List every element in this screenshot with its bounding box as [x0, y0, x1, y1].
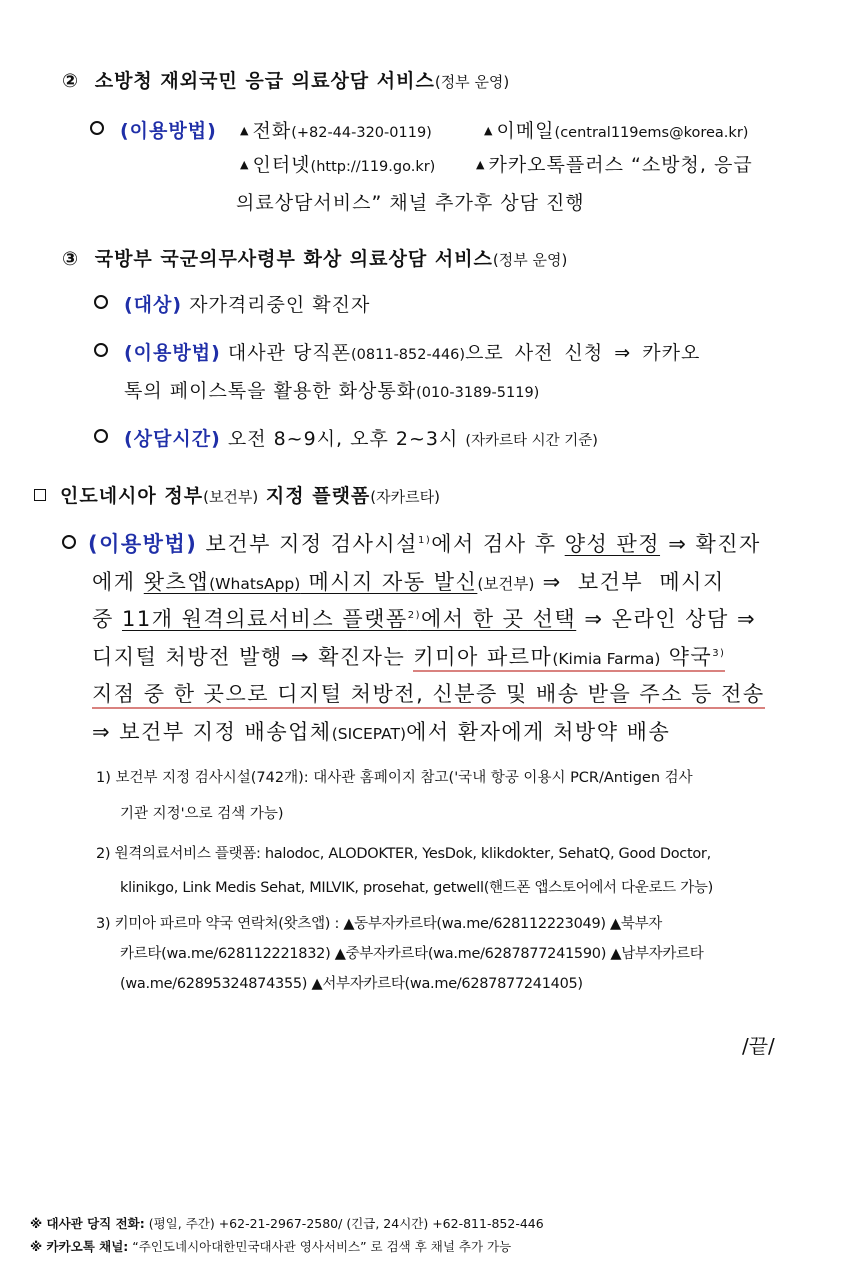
footnote-1: 1) 보건부 지정 검사시설(742개): 대사관 홈페이지 참고('국내 항공 이용시 PCR/Antigen 검사	[96, 770, 693, 786]
footnote-3-cont2: (wa.me/62895324874355) ▲서부자카르타(wa.me/6287877241405)	[120, 976, 583, 992]
section-2-paren: (정부 운영)	[434, 73, 510, 91]
section-3-number: ③	[62, 248, 80, 270]
indonesia-line-1: (이용방법) 보건부 지정 검사시설$^{1)}$에서 검사 후 양성 판정 ⇒ 확진자	[62, 528, 761, 558]
square-bullet-icon	[34, 489, 46, 501]
indonesia-heading: 인도네시아 정부(보건부) 지정 플랫폼(자카르타)	[34, 481, 440, 508]
section-3-hours: (상담시간) 오전 8~9시, 오후 2~3시 (자카르타 시간 기준)	[94, 424, 598, 451]
section-2-internet: ▲ 인터넷(http://119.go.kr)	[240, 154, 436, 176]
indonesia-line-2: 에게 왓츠앱(WhatsApp) 메시지 자동 발신(보건부) ⇒ 보건부 메시지	[92, 570, 725, 594]
section-2-title: 소방청 재외국민 응급 의료상담 서비스	[94, 70, 435, 92]
section-3-heading	[62, 244, 567, 271]
hollow-bullet-icon	[94, 343, 108, 357]
section-3-paren: (정부 운영)	[492, 251, 568, 269]
section-3-method-cont: 톡의 페이스톡을 활용한 화상통화(010-3189-5119)	[124, 380, 540, 402]
footnote-1-cont: 기관 지정'으로 검색 가능)	[120, 806, 284, 822]
hollow-bullet-icon	[94, 429, 108, 443]
triangle-bullet-icon: ▲	[476, 158, 486, 171]
footer-kakao-channel: ※ 카카오톡 채널: “주인도네시아대한민국대사관 영사서비스” 로 검색 후 채널 추가 가능	[30, 1239, 512, 1254]
method-label: (이용방법)	[120, 120, 217, 142]
section-2-kakao: ▲ 카카오톡플러스 “소방청, 응급	[476, 154, 753, 176]
end-mark: /끝/	[742, 1034, 775, 1058]
footnote-2: 2) 원격의료서비스 플랫폼: halodoc, ALODOKTER, YesDok, klikdokter, SehatQ, Good Doctor,	[96, 846, 711, 862]
section-2-kakao-cont: 의료상담서비스” 채널 추가후 상담 진행	[236, 192, 585, 214]
section-2-method-row1	[90, 116, 217, 143]
section-3-method: (이용방법) 대사관 당직폰(0811-852-446)으로 사전 신청 ⇒ 카카오	[94, 338, 700, 365]
section-2-number: ②	[62, 70, 80, 92]
section-2-email: ▲ 이메일(central119ems@korea.kr)	[484, 120, 749, 142]
section-2-phone: ▲ 전화(+82-44-320-0119)	[240, 120, 432, 142]
indonesia-line-6: ⇒ 보건부 지정 배송업체(SICEPAT)에서 환자에게 처방약 배송	[92, 720, 671, 744]
hollow-bullet-icon	[90, 121, 104, 135]
indonesia-line-4: 디지털 처방전 발행 ⇒ 확진자는 키미아 파르마(Kimia Farma) 약국$^{3)}$	[92, 641, 725, 671]
triangle-bullet-icon: ▲	[240, 158, 250, 171]
section-3-target: (대상) 자가격리중인 확진자	[94, 290, 370, 317]
footer-duty-phone: ※ 대사관 당직 전화: (평일, 주간) +62-21-2967-2580/ (긴급, 24시간) +62-811-852-446	[30, 1216, 544, 1231]
footnote-3: 3) 키미아 파르마 약국 연락처(왓츠앱) : ▲동부자카르타(wa.me/628112223049) ▲북부자	[96, 916, 663, 932]
hollow-bullet-icon	[94, 295, 108, 309]
footnote-3-cont: 카르타(wa.me/628112221832) ▲중부자카르타(wa.me/6287877241590) ▲남부자카르타	[120, 946, 704, 962]
triangle-bullet-icon: ▲	[240, 124, 250, 137]
hollow-bullet-icon	[62, 535, 76, 549]
footnote-2-cont: klinikgo, Link Medis Sehat, MILVIK, prosehat, getwell(핸드폰 앱스토어에서 다운로드 가능)	[120, 880, 713, 896]
indonesia-line-5: 지점 중 한 곳으로 디지털 처방전, 신분증 및 배송 받을 주소 등 전송	[92, 678, 765, 708]
indonesia-line-3: 중 11개 원격의료서비스 플랫폼$^{2)}$에서 한 곳 선택 ⇒ 온라인 상담 ⇒	[92, 607, 757, 631]
triangle-bullet-icon: ▲	[484, 124, 494, 137]
section-3-title: 국방부 국군의무사령부 화상 의료상담 서비스	[94, 248, 493, 270]
section-2-heading	[62, 66, 509, 93]
